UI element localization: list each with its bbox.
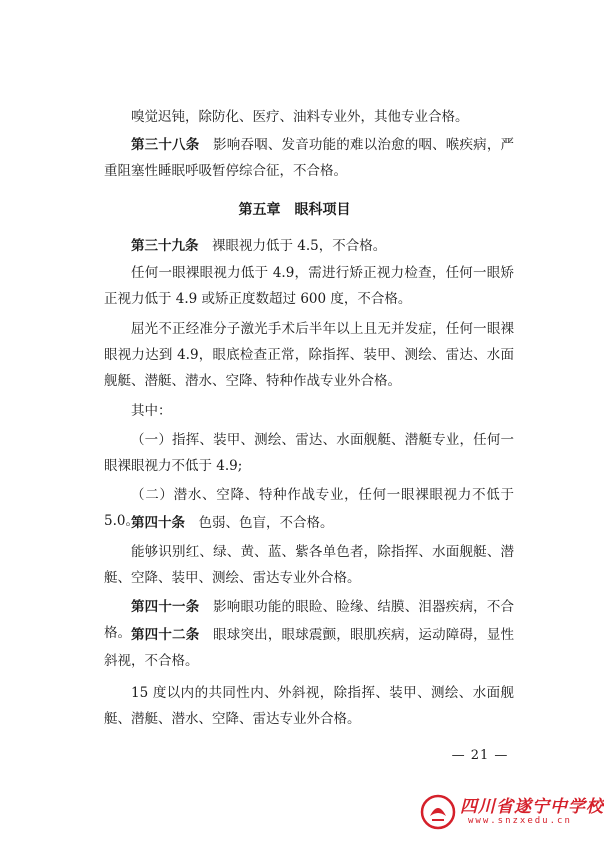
article-label: 第四十条 bbox=[131, 515, 185, 531]
article-38 bbox=[104, 132, 514, 184]
page-number: — 21 — bbox=[451, 748, 509, 763]
paragraph-text: （二）潜水、空降、特种作战专业，任何一眼裸眼视力不低于 5.0。 bbox=[104, 487, 514, 529]
paragraph-text: 能够识别红、绿、黄、蓝、紫各单色者，除指挥、水面舰艇、潜艇、空降、装甲、测绘、雷达专业外合格。 bbox=[104, 544, 514, 586]
paragraph-1 bbox=[104, 104, 514, 130]
paragraph-text: 屈光不正经准分子激光手术后半年以上且无并发症，任何一眼裸眼视力达到 4.9，眼底检查正常，除指挥、装甲、测绘、雷达、水面舰艇、潜艇、潜水、空降、特种作战专业外合格。 bbox=[104, 321, 514, 389]
school-name: 四川省遂宁中学校 bbox=[460, 797, 604, 817]
article-label: 第三十八条 bbox=[131, 137, 200, 153]
paragraph-text: 眼球突出，眼球震颤，眼肌疾病，运动障碍，显性斜视，不合格。 bbox=[104, 627, 515, 669]
school-emblem-icon bbox=[420, 794, 456, 830]
paragraph-text: 嗅觉迟钝，除防化、医疗、油料专业外，其他专业合格。 bbox=[131, 109, 469, 125]
paragraph-laser-surgery bbox=[104, 316, 514, 394]
article-40 bbox=[104, 510, 514, 536]
article-39 bbox=[104, 233, 514, 259]
school-watermark bbox=[420, 792, 604, 837]
article-label: 第三十九条 bbox=[131, 238, 199, 254]
paragraph-text: 影响吞咽、发音功能的难以治愈的咽、喉疾病，严重阻塞性睡眠呼吸暂停综合征，不合格。 bbox=[104, 137, 515, 179]
paragraph-strabismus bbox=[104, 680, 514, 732]
paragraph-vision-correction bbox=[104, 260, 514, 312]
paragraph-item-1 bbox=[104, 427, 514, 479]
school-url: www.snzxedu.cn bbox=[468, 816, 572, 826]
chapter-title: 第五章 眼科项目 bbox=[238, 202, 351, 218]
paragraph-text: 裸眼视力低于 4.5，不合格。 bbox=[198, 238, 387, 254]
paragraph-text: 其中： bbox=[131, 403, 172, 419]
paragraph-text: 15 度以内的共同性内、外斜视，除指挥、装甲、测绘、水面舰艇、潜艇、潜水、空降、雷达专业外合格。 bbox=[104, 685, 514, 727]
article-label: 第四十一条 bbox=[131, 599, 200, 615]
paragraph-color-recognition bbox=[104, 539, 514, 591]
article-42 bbox=[104, 622, 514, 674]
paragraph-among bbox=[104, 398, 514, 424]
paragraph-text: （一）指挥、装甲、测绘、雷达、水面舰艇、潜艇专业，任何一眼裸眼视力不低于 4.9; bbox=[104, 432, 514, 474]
paragraph-text: 色弱、色盲，不合格。 bbox=[185, 515, 334, 531]
paragraph-text: 影响眼功能的眼睑、睑缘、结膜、泪器疾病，不合格。 bbox=[104, 599, 515, 641]
paragraph-text: 任何一眼裸眼视力低于 4.9，需进行矫正视力检查，任何一眼矫正视力低于 4.9 或矫正度数超过 600 度，不合格。 bbox=[104, 265, 514, 307]
article-label: 第四十二条 bbox=[131, 627, 200, 643]
